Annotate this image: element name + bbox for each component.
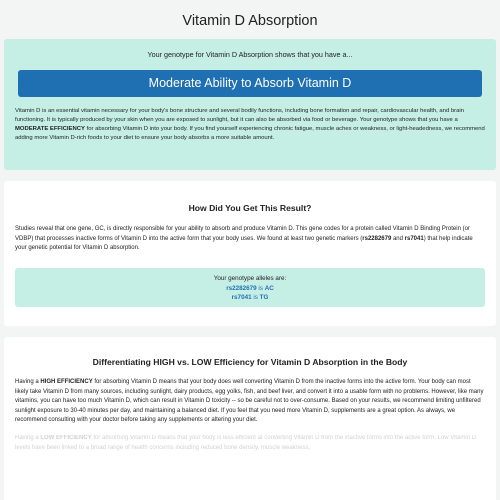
allele-snp: rs7041	[231, 294, 252, 302]
alleles-box	[15, 268, 485, 307]
how-result-card	[4, 181, 496, 326]
result-intro: Your genotype for Vitamin D Absorption shows that you have a...	[147, 50, 353, 59]
allele-genotype: TG	[259, 294, 269, 302]
result-efficiency-highlight: MODERATE EFFICIENCY	[15, 126, 85, 133]
allele-snp: rs2282679	[226, 284, 257, 292]
allele-row	[15, 293, 485, 303]
allele-row	[15, 284, 485, 294]
how-text-part-3: ) that help indicate your genetic potential for Vitamin D absorption.	[15, 235, 473, 252]
how-text-part-1: Studies reveal that one gene, GC, is directly responsible for your ability to absorb and produce Vitamin D. This gene codes for a protein called Vitamin D Binding Protein (or VDBP) that processes inactive forms of Vitamin D into the active form that your body uses. We found at least two genetic markers (	[15, 226, 470, 242]
efficiency-card	[4, 337, 496, 500]
marker-2: rs7041	[404, 235, 424, 242]
result-body-after: for absorbing Vitamin D into your body. If you find yourself experiencing chronic fatigue, muscle aches or weakness, or light-headedness, we recommend adding more Vitamin D-rich foods to your diet to ensure your body absorbs a more suitable amount.	[15, 126, 485, 142]
fade-overlay	[4, 460, 496, 500]
marker-1: rs2282679	[362, 235, 392, 242]
high-prefix: Having a	[15, 379, 41, 385]
allele-connector: is	[251, 294, 260, 302]
high-efficiency-label: HIGH EFFICIENCY	[40, 379, 93, 385]
low-description: for absorbing Vitamin D means that your body is less efficient at converting Vitamin D from the inactive forms into the active form. Low Vitamin D levels have been linked to a broad range of health concerns including reduced bone density, muscle weakness,	[15, 434, 477, 451]
high-efficiency-text	[15, 378, 485, 426]
low-efficiency-label: LOW EFFICIENCY	[40, 434, 92, 441]
high-description: for absorbing Vitamin D means that your body does well converting Vitamin D from the inactive forms into the active form. Your body can most likely take Vitamin D from many sources, including sunlight, dairy products, egg yolks, fish, and beef liver, and convert it into a usable form with no problems. However, like many vitamins, you can have too much Vitamin D, which can result in Vitamin D toxicity -- so be careful not to over-consume. Based on your results, we recommend limiting unfiltered sunlight exposure to 30-40 minutes per day, and maintaining a balanced diet. If you feel that you need more Vitamin D, supplements are a great option. As always, we recommend consulting with your doctor before taking any supplements or altering your diet.	[15, 379, 484, 424]
efficiency-title: Differentiating HIGH vs. LOW Efficiency for Vitamin D Absorption in the Body	[92, 357, 408, 367]
how-result-text	[15, 225, 485, 254]
result-panel	[4, 39, 496, 170]
low-efficiency-text	[15, 434, 485, 453]
result-banner: Moderate Ability to Absorb Vitamin D	[18, 70, 482, 97]
how-text-part-2: and	[391, 235, 405, 242]
alleles-heading: Your genotype alleles are:	[213, 274, 287, 282]
result-body-before: Vitamin D is an essential vitamin necessary for your body's bone structure and several bodily functions, including bone formation and repair, cardiovascular health, and brain functioning. It is typically produced by your skin when you are exposed to sunlight, but it can also be absorbed via food or beverage. Your genotype shows that you have a	[15, 108, 464, 124]
how-result-title: How Did You Get This Result?	[188, 203, 312, 213]
result-description	[15, 107, 485, 144]
allele-genotype: AC	[264, 284, 274, 292]
low-prefix: Having a	[15, 434, 41, 441]
page-title: Vitamin D Absorption	[182, 13, 318, 29]
allele-connector: is	[256, 284, 265, 292]
